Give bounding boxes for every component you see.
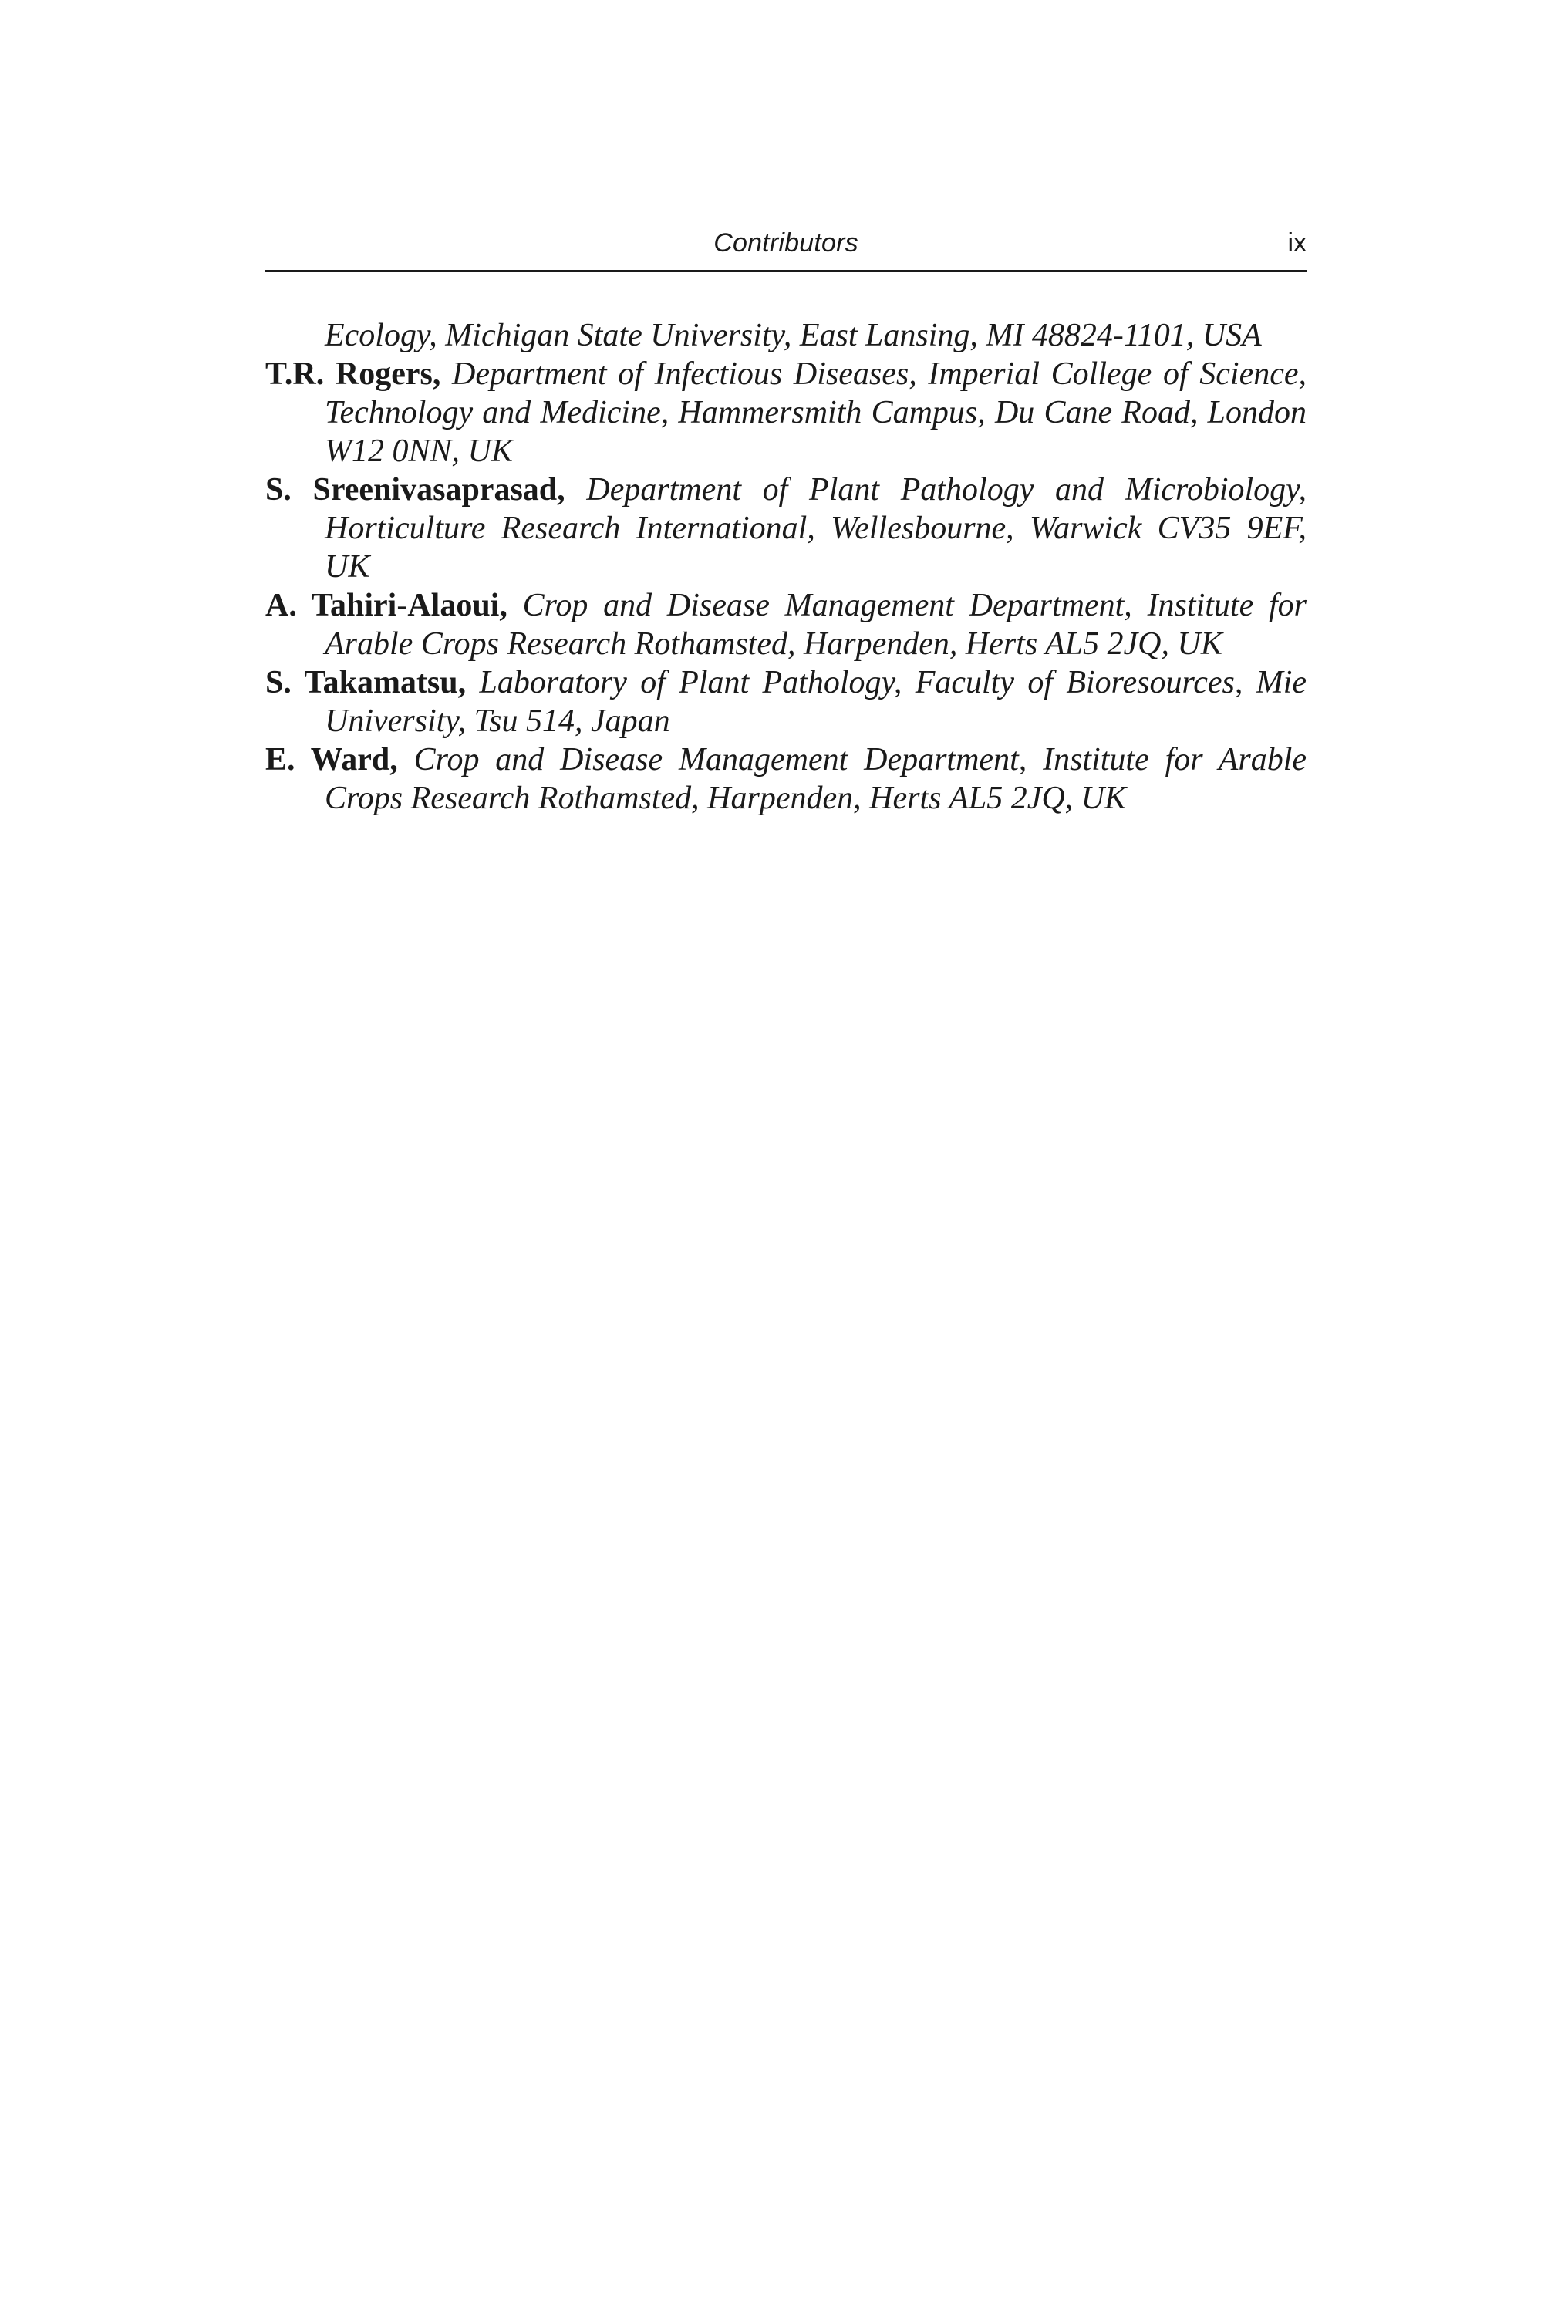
contributor-affiliation: Department of Infectious Diseases, Imperial College of Science, Technology and Medicine, Hammersmith Campus, Du Cane Road, London W12 0NN, UK xyxy=(325,356,1307,469)
contributor-affiliation: Laboratory of Plant Pathology, Faculty of Bioresources, Mie University, Tsu 514, Japan xyxy=(325,665,1307,739)
contributor-affiliation: Crop and Disease Management Department, Institute for Arable Crops Research Rothamsted, Harpenden, Herts AL5 2JQ, UK xyxy=(325,588,1307,662)
contributor-name: S. Sreenivasaprasad, xyxy=(265,472,565,508)
contributor-affiliation: Crop and Disease Management Department, Institute for Arable Crops Research Rothamsted, Harpenden, Herts AL5 2JQ, UK xyxy=(325,742,1307,816)
continued-affiliation xyxy=(265,316,1307,355)
contributor-name: T.R. Rogers, xyxy=(265,356,441,392)
page-number: ix xyxy=(1287,228,1307,258)
contributor-entry-rogers xyxy=(265,355,1307,471)
running-head xyxy=(265,222,1307,272)
contributor-entry-sreenivasaprasad xyxy=(265,471,1307,586)
contributor-entry-tahiri-alaoui xyxy=(265,586,1307,663)
contributor-name: E. Ward, xyxy=(265,742,398,777)
contributor-name: A. Tahiri-Alaoui, xyxy=(265,588,507,623)
contributor-affiliation: Department of Plant Pathology and Microbiology, Horticulture Research International, Wellesbourne, Warwick CV35 9EF, UK xyxy=(325,472,1307,585)
contributor-entry-takamatsu xyxy=(265,663,1307,740)
affiliation-text: Ecology, Michigan State University, East Lansing, MI 48824-1101, USA xyxy=(325,318,1262,353)
contributor-entry-ward xyxy=(265,740,1307,818)
contributor-name: S. Takamatsu, xyxy=(265,665,467,700)
contributors-list xyxy=(265,316,1307,818)
running-title: Contributors xyxy=(713,228,858,258)
